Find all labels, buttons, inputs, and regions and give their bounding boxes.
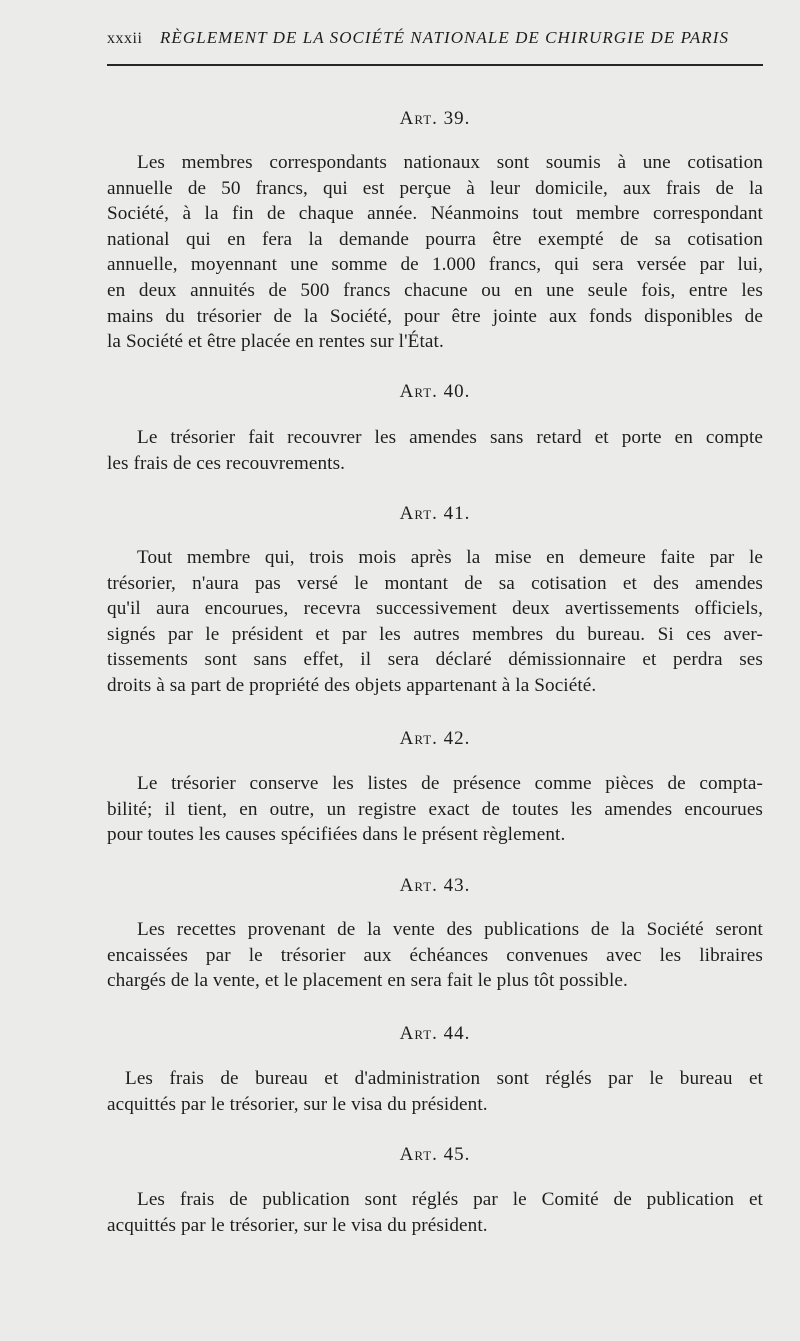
article-heading-41: Art. 41. xyxy=(399,503,471,524)
text-line: la Société et être placée en rentes sur l'État. xyxy=(107,331,444,353)
article-body-44 xyxy=(107,1066,763,1117)
text-line: qu'il aura encourues, recevra successivement deux avertissements officiels, xyxy=(107,598,763,620)
article-heading-39: Art. 39. xyxy=(399,108,471,129)
article-heading-42: Art. 42. xyxy=(399,728,471,749)
article-heading-44: Art. 44. xyxy=(399,1023,471,1044)
text-line: Le trésorier conserve les listes de présence comme pièces de compta- xyxy=(137,773,763,794)
text-line: Les recettes provenant de la vente des publications de la Société seront xyxy=(137,919,763,940)
text-line: Les frais de publication sont réglés par le Comité de publication et xyxy=(137,1189,763,1210)
header-rule xyxy=(107,64,763,66)
page-folio: xxxii xyxy=(107,30,143,47)
text-line: Société, à la fin de chaque année. Néanmoins tout membre correspondant xyxy=(107,203,763,225)
text-line: Les frais de bureau et d'administration sont réglés par le bureau et xyxy=(125,1068,763,1089)
text-line: signés par le président et par les autres membres du bureau. Si ces aver- xyxy=(107,623,763,645)
text-line: annuelle, moyennant une somme de 1.000 francs, qui sera versée par lui, xyxy=(107,254,763,276)
article-body-42 xyxy=(107,771,763,848)
article-body-39 xyxy=(107,150,763,355)
text-line: chargés de la vente, et le placement en sera fait le plus tôt possible. xyxy=(107,970,628,992)
text-line: encaissées par le trésorier aux échéances convenues avec les libraires xyxy=(107,944,763,966)
article-heading-45: Art. 45. xyxy=(399,1144,471,1165)
text-line: Les membres correspondants nationaux sont soumis à une cotisation xyxy=(137,152,763,173)
article-body-43 xyxy=(107,917,763,994)
text-line: les frais de ces recouvrements. xyxy=(107,452,346,474)
article-body-45 xyxy=(107,1187,763,1238)
running-title: RÈGLEMENT DE LA SOCIÉTÉ NATIONALE DE CHIRURGIE DE PARIS xyxy=(160,28,729,47)
text-line: national qui en fera la demande pourra être exempté de sa cotisation xyxy=(107,228,763,250)
text-line: pour toutes les causes spécifiées dans le présent règlement. xyxy=(107,824,566,846)
text-line: tissements sont sans effet, il sera déclaré démissionnaire et perdra ses xyxy=(107,649,763,671)
running-head xyxy=(107,28,763,54)
text-line: annuelle de 50 francs, qui est perçue à leur domicile, aux frais de la xyxy=(107,177,763,199)
text-line: en deux annuités de 500 francs chacune ou en une seule fois, entre les xyxy=(107,279,763,301)
article-heading-40: Art. 40. xyxy=(399,381,471,402)
text-line: trésorier, n'aura pas versé le montant de sa cotisation et des amendes xyxy=(107,572,763,594)
text-line: acquittés par le trésorier, sur le visa du président. xyxy=(107,1093,488,1115)
article-body-40 xyxy=(107,425,763,476)
text-line: bilité; il tient, en outre, un registre exact de toutes les amendes encourues xyxy=(107,798,763,820)
text-line: Le trésorier fait recouvrer les amendes sans retard et porte en compte xyxy=(137,427,763,448)
text-line: droits à sa part de propriété des objets appartenant à la Société. xyxy=(107,674,597,696)
text-line: Tout membre qui, trois mois après la mise en demeure faite par le xyxy=(137,547,763,568)
article-body-41 xyxy=(107,545,763,699)
article-heading-43: Art. 43. xyxy=(399,875,471,896)
text-line: acquittés par le trésorier, sur le visa du président. xyxy=(107,1214,488,1236)
text-line: mains du trésorier de la Société, pour être jointe aux fonds disponibles de xyxy=(107,305,763,327)
